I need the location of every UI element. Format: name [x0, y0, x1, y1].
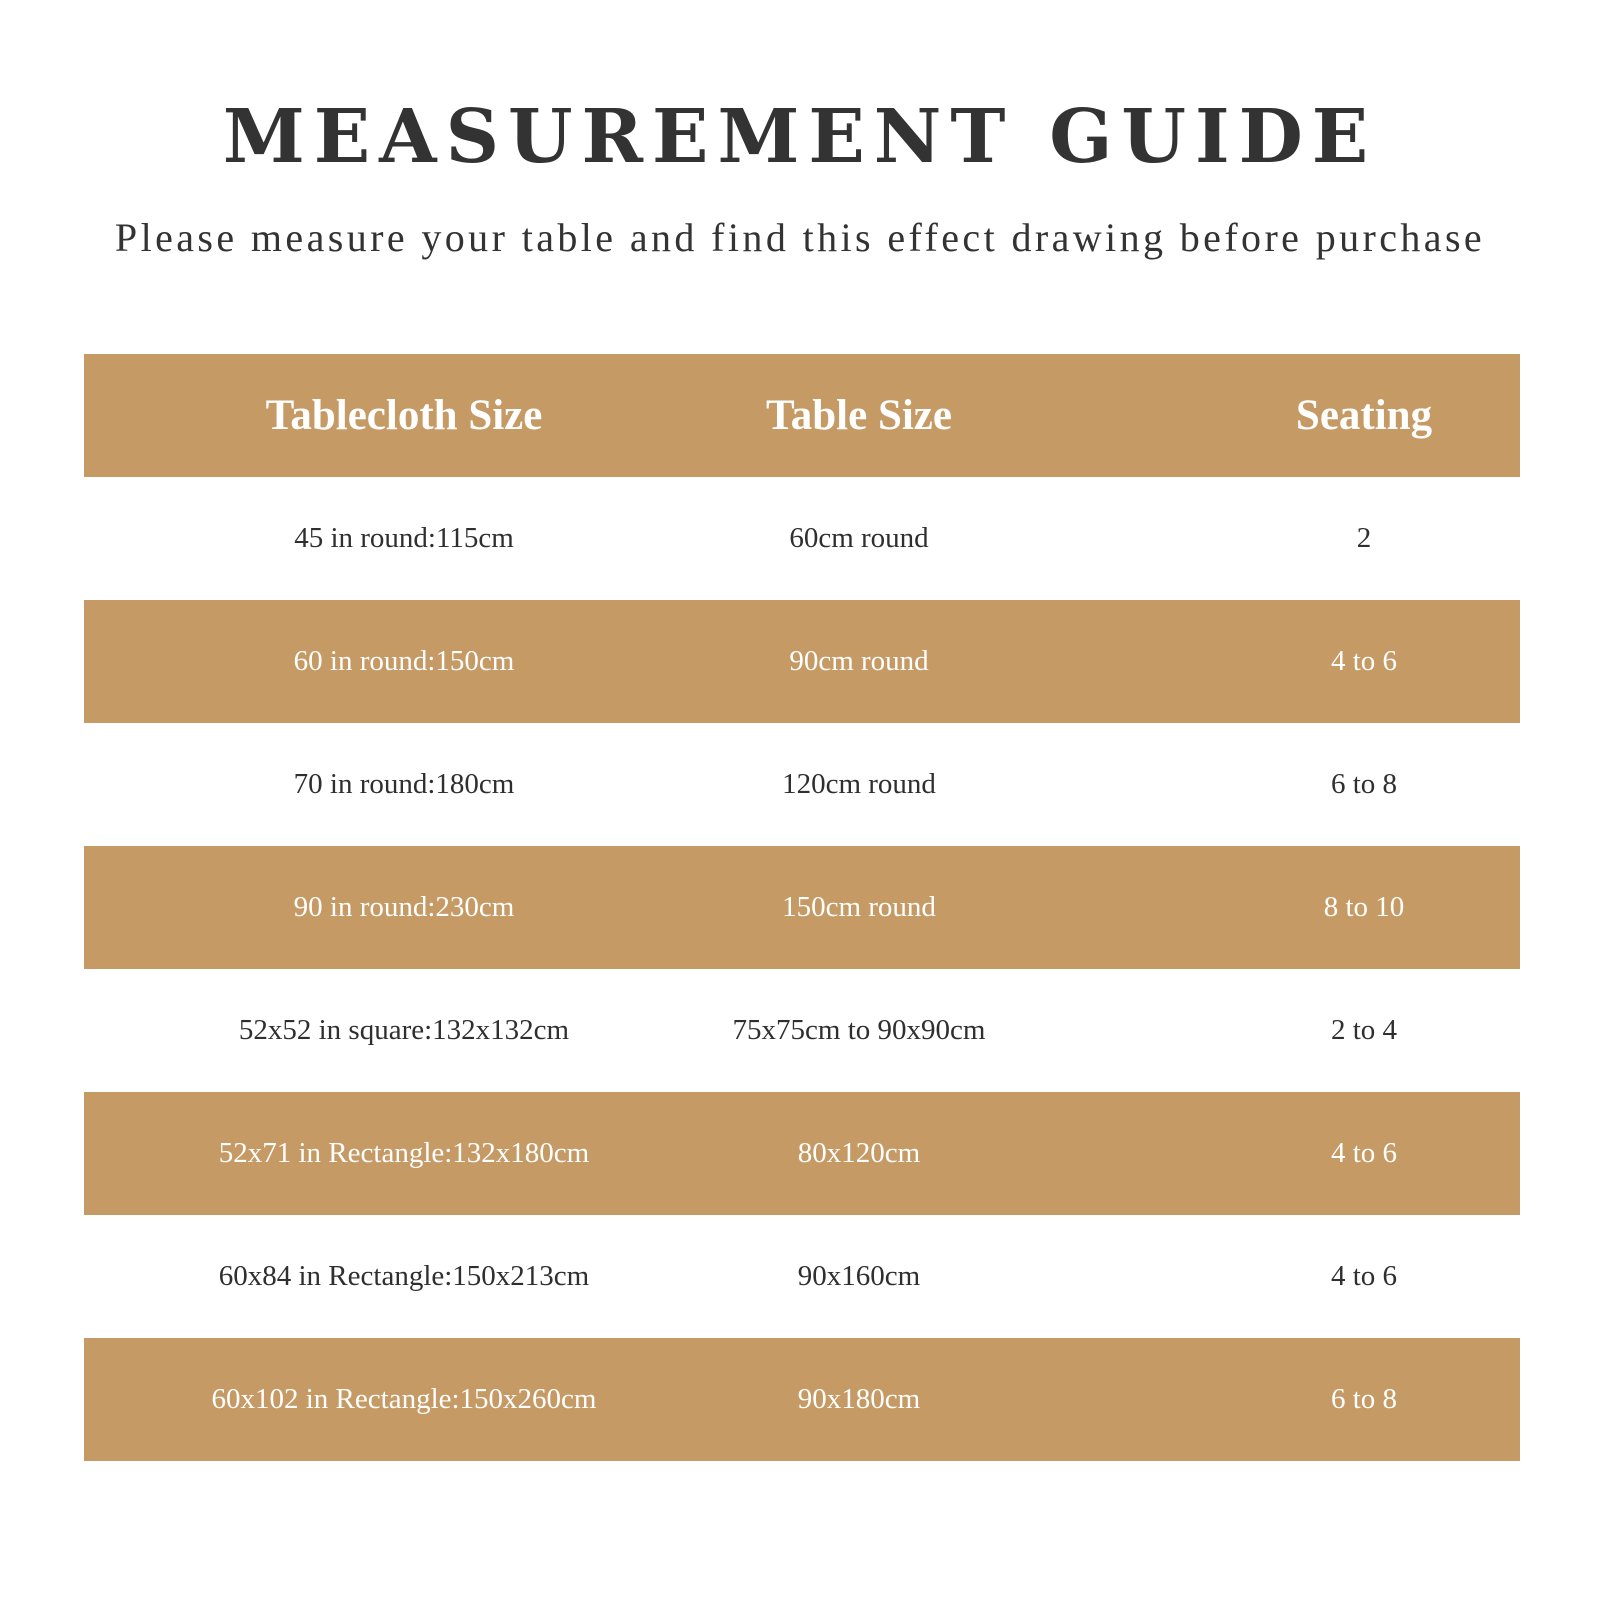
tablecloth-size-cell: 70 in round:180cm	[293, 768, 515, 800]
table-row	[84, 477, 1520, 600]
table-row	[84, 723, 1520, 846]
seating-cell: 6 to 8	[1330, 768, 1398, 800]
column-header-seating: Seating	[1295, 392, 1433, 439]
table-row	[84, 1215, 1520, 1338]
table-size-cell: 150cm round	[782, 891, 936, 923]
seating-cell: 4 to 6	[1330, 1137, 1398, 1169]
table-row	[84, 1338, 1520, 1461]
tablecloth-size-cell: 60 in round:150cm	[293, 645, 515, 677]
seating-cell: 4 to 6	[1330, 1260, 1398, 1292]
tablecloth-size-cell: 52x52 in square:132x132cm	[238, 1014, 570, 1046]
page-title: MEASUREMENT GUIDE	[222, 94, 1378, 180]
table-size-cell: 60cm round	[789, 522, 929, 554]
seating-cell: 6 to 8	[1330, 1383, 1398, 1415]
table-size-cell: 90cm round	[789, 645, 929, 677]
table-size-cell: 90x180cm	[797, 1383, 921, 1415]
table-row	[84, 1092, 1520, 1215]
table-size-cell: 90x160cm	[797, 1260, 921, 1292]
table-size-cell: 75x75cm to 90x90cm	[732, 1014, 986, 1046]
tablecloth-size-cell: 45 in round:115cm	[294, 522, 514, 554]
measurement-table	[84, 354, 1520, 1461]
table-row	[84, 846, 1520, 969]
table-row	[84, 600, 1520, 723]
tablecloth-size-cell: 90 in round:230cm	[293, 891, 515, 923]
table-size-cell: 80x120cm	[797, 1137, 921, 1169]
table-size-cell: 120cm round	[782, 768, 936, 800]
page-subtitle: Please measure your table and find this effect drawing before purchase	[114, 215, 1486, 260]
tablecloth-size-cell: 52x71 in Rectangle:132x180cm	[218, 1137, 590, 1169]
table-header-row	[84, 354, 1520, 477]
tablecloth-size-cell: 60x102 in Rectangle:150x260cm	[211, 1383, 597, 1415]
column-header-tablecloth-size: Tablecloth Size	[265, 392, 543, 439]
seating-cell: 8 to 10	[1323, 891, 1405, 923]
tablecloth-size-cell: 60x84 in Rectangle:150x213cm	[218, 1260, 590, 1292]
table-row	[84, 969, 1520, 1092]
seating-cell: 2 to 4	[1330, 1014, 1398, 1046]
column-header-table-size: Table Size	[766, 392, 952, 439]
seating-cell: 4 to 6	[1330, 645, 1398, 677]
seating-cell: 2	[1356, 522, 1372, 554]
